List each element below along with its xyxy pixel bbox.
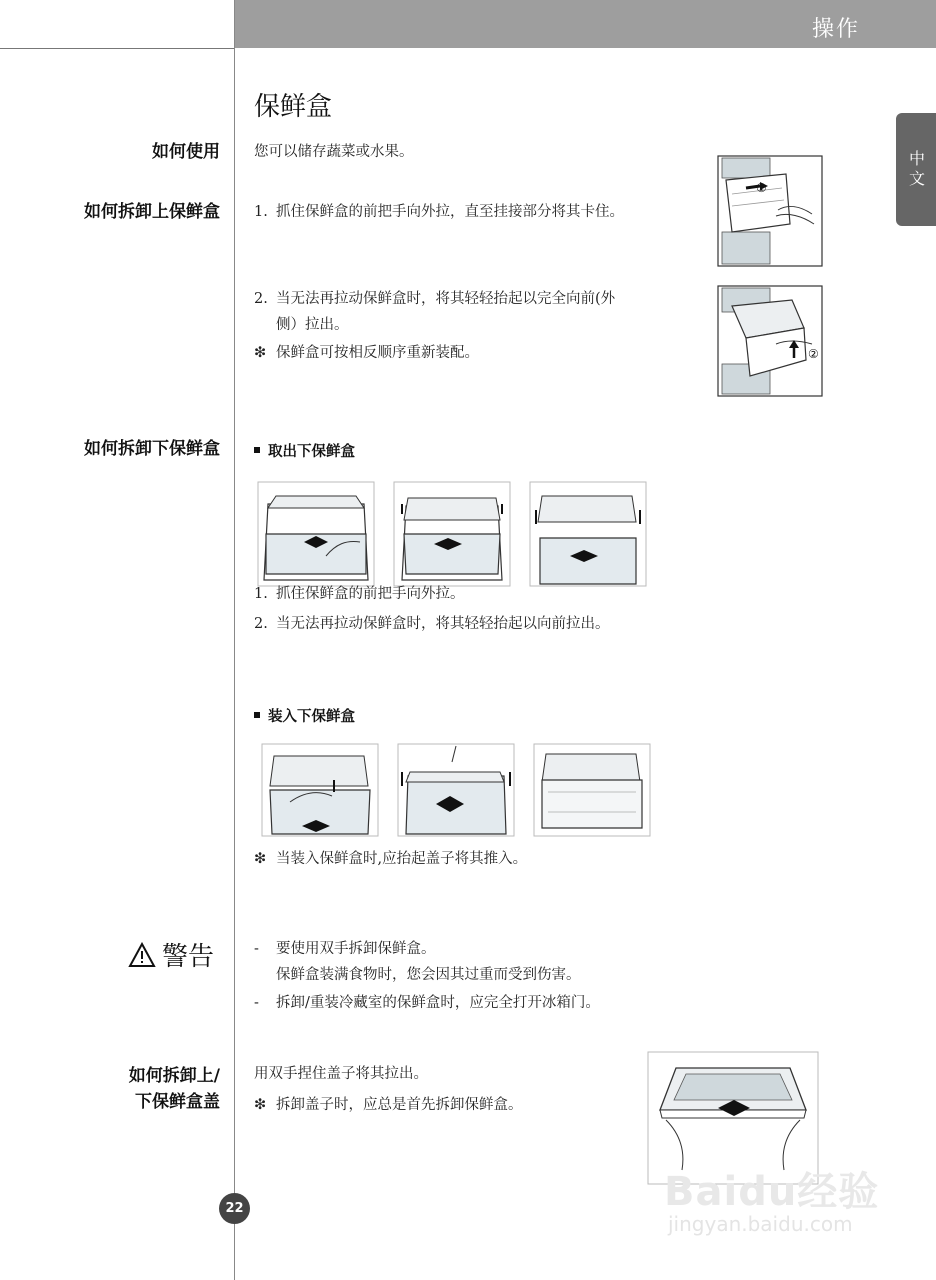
warning-triangle-icon (128, 942, 156, 968)
how-to-use-text: 您可以储存蔬菜或水果。 (254, 144, 414, 160)
lower-install-illustration-row (260, 742, 652, 838)
language-tab[interactable]: 中文 (896, 113, 936, 226)
warning-item-1 (254, 936, 581, 988)
step-marker: ① (756, 181, 767, 195)
warning-text: 警告 (162, 942, 215, 972)
watermark-logo: Baidu经验 (664, 1169, 880, 1215)
label-remove-cover (129, 1063, 220, 1115)
step-number: 2. (254, 616, 268, 632)
label-how-to-use: 如何使用 (152, 142, 220, 162)
asterisk-note-icon: ❇ (254, 851, 267, 867)
lower-install-step-b (398, 744, 514, 836)
lower-install-step-a (262, 744, 378, 836)
upper-drawer-pull-illustration (716, 154, 826, 268)
lower-install-note (254, 846, 527, 872)
step-text-cont: 侧）拉出。 (276, 317, 349, 333)
square-bullet-icon (254, 712, 260, 718)
lower-remove-heading (254, 440, 355, 461)
upper-step-2 (254, 286, 615, 338)
label-remove-lower: 如何拆卸下保鲜盒 (84, 439, 220, 459)
step-number: 2. (254, 291, 268, 307)
column-divider (234, 0, 235, 1280)
warning-item-2 (254, 990, 600, 1016)
lower-install-step-c (534, 744, 650, 836)
step-number: 1. (254, 586, 268, 602)
upper-drawer-lift-illustration (716, 284, 834, 398)
lower-remove-step-b (394, 482, 510, 586)
page-number: 22 (219, 1193, 250, 1224)
note-text: 保鲜盒可按相反顺序重新装配。 (276, 345, 479, 361)
warning-item-text: 要使用双手拆卸保鲜盒。 (276, 941, 436, 957)
asterisk-note-icon: ❇ (254, 1097, 267, 1113)
warning-item-text: 拆卸/重装冷藏室的保鲜盒时，应完全打开冰箱门。 (276, 995, 600, 1011)
warning-label (128, 936, 214, 973)
asterisk-note-icon: ❇ (254, 345, 267, 361)
lower-remove-step-1 (254, 581, 465, 607)
step-text: 当无法再拉动保鲜盒时，将其轻轻抬起以向前拉出。 (276, 616, 610, 632)
page-title: 保鲜盒 (254, 92, 333, 122)
note-text: 拆卸盖子时，应总是首先拆卸保鲜盒。 (276, 1097, 523, 1113)
cover-text: 用双手捏住盖子将其拉出。 (254, 1066, 428, 1082)
upper-note (254, 340, 479, 366)
header-rule (0, 48, 235, 49)
label-remove-upper: 如何拆卸上保鲜盒 (84, 202, 220, 222)
lower-install-heading (254, 705, 355, 726)
watermark-url: jingyan.baidu.com (668, 1212, 853, 1236)
step-text: 抓住保鲜盒的前把手向外拉。 (276, 586, 465, 602)
step-number: 1. (254, 204, 268, 220)
lower-remove-step-c (530, 482, 646, 586)
step-marker: ② (808, 347, 819, 361)
heading-text: 装入下保鲜盒 (268, 709, 355, 725)
lower-remove-illustration-row (256, 480, 648, 588)
step-text: 抓住保鲜盒的前把手向外拉，直至挂接部分将其卡住。 (276, 204, 624, 220)
label-line: 如何拆卸上/ (128, 1066, 220, 1086)
upper-step-1 (254, 199, 624, 225)
header-bar (235, 0, 936, 48)
note-text: 当装入保鲜盒时,应抬起盖子将其推入。 (276, 851, 528, 867)
heading-text: 取出下保鲜盒 (268, 444, 355, 460)
square-bullet-icon (254, 447, 260, 453)
dash-bullet: - (254, 995, 259, 1011)
warning-item-text-cont: 保鲜盒装满食物时，您会因其过重而受到伤害。 (276, 967, 581, 983)
step-text: 当无法再拉动保鲜盒时，将其轻轻抬起以完全向前(外 (276, 291, 616, 307)
dash-bullet: - (254, 941, 259, 957)
label-line: 下保鲜盒盖 (135, 1092, 220, 1112)
lower-remove-step-a (258, 482, 374, 586)
cover-note (254, 1092, 523, 1118)
lower-remove-step-2 (254, 611, 610, 637)
header-title: 操作 (811, 17, 860, 42)
